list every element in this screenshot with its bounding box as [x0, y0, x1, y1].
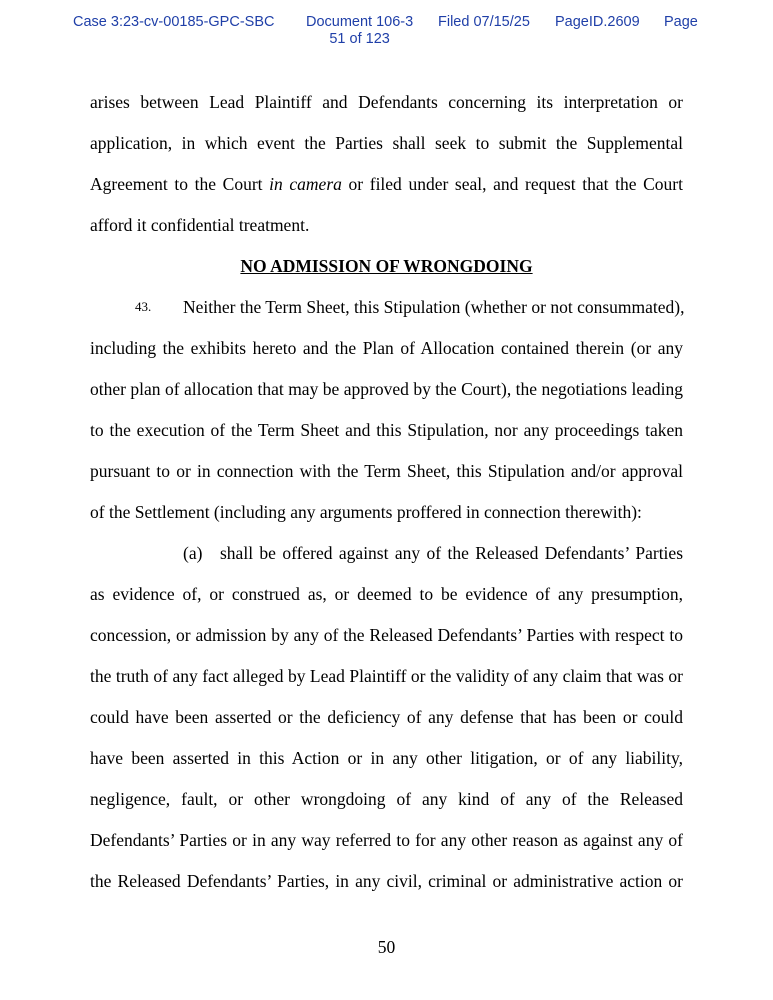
body-line: could have been asserted or the deficiency of any defense that has been or could — [90, 707, 683, 727]
body-line: including the exhibits hereto and the Plan of Allocation contained therein (or any — [90, 338, 683, 358]
document-number-line1: Document 106-3 — [306, 14, 414, 30]
body-line: negligence, fault, or other wrongdoing of any kind of any of the Released — [90, 789, 683, 809]
body-line: other plan of allocation that may be approved by the Court), the negotiations leading — [90, 379, 683, 399]
body-line — [90, 173, 683, 195]
body-line: have been asserted in this Action or in any other litigation, or of any liability, — [90, 748, 683, 768]
case-number: Case 3:23-cv-00185-GPC-SBC — [73, 14, 275, 30]
body-line: pursuant to or in connection with the Term Sheet, this Stipulation and/or approval — [90, 461, 683, 481]
paragraph-number: 43. — [135, 299, 152, 314]
body-line: application, in which event the Parties shall seek to submit the Supplemental — [90, 133, 683, 153]
body-line: as evidence of, or construed as, or deemed to be evidence of any presumption, — [90, 584, 683, 604]
subitem-label: (a) — [183, 543, 203, 563]
paragraph-first-line: Neither the Term Sheet, this Stipulation (whether or not consummated), — [183, 297, 685, 317]
subitem-first-line: shall be offered against any of the Released Defendants’ Parties — [220, 543, 683, 563]
body-text: Agreement to the Court — [90, 174, 270, 194]
body-line: afford it confidential treatment. — [90, 215, 310, 235]
page-number: 50 — [377, 937, 396, 957]
section-heading: NO ADMISSION OF WRONGDOING — [240, 256, 533, 276]
body-text: or filed under seal, and request that the Court — [341, 174, 683, 194]
filed-date: Filed 07/15/25 — [438, 14, 530, 30]
body-line: of the Settlement (including any arguments proffered in connection therewith): — [90, 502, 642, 522]
page-label: Page — [664, 14, 698, 30]
body-line: the truth of any fact alleged by Lead Plaintiff or the validity of any claim that was or — [90, 666, 683, 686]
document-number — [306, 14, 413, 48]
body-line: Defendants’ Parties or in any way referred to for any other reason as against any of — [90, 830, 683, 850]
document-number-line2: 51 of 123 — [329, 31, 390, 47]
italic-term: in camera — [269, 174, 342, 194]
page-id: PageID.2609 — [555, 14, 640, 30]
body-line: concession, or admission by any of the Released Defendants’ Parties with respect to — [90, 625, 683, 645]
body-line: the Released Defendants’ Parties, in any civil, criminal or administrative action or — [90, 871, 683, 891]
body-line: to the execution of the Term Sheet and this Stipulation, nor any proceedings taken — [90, 420, 683, 440]
body-line: arises between Lead Plaintiff and Defendants concerning its interpretation or — [90, 92, 683, 112]
